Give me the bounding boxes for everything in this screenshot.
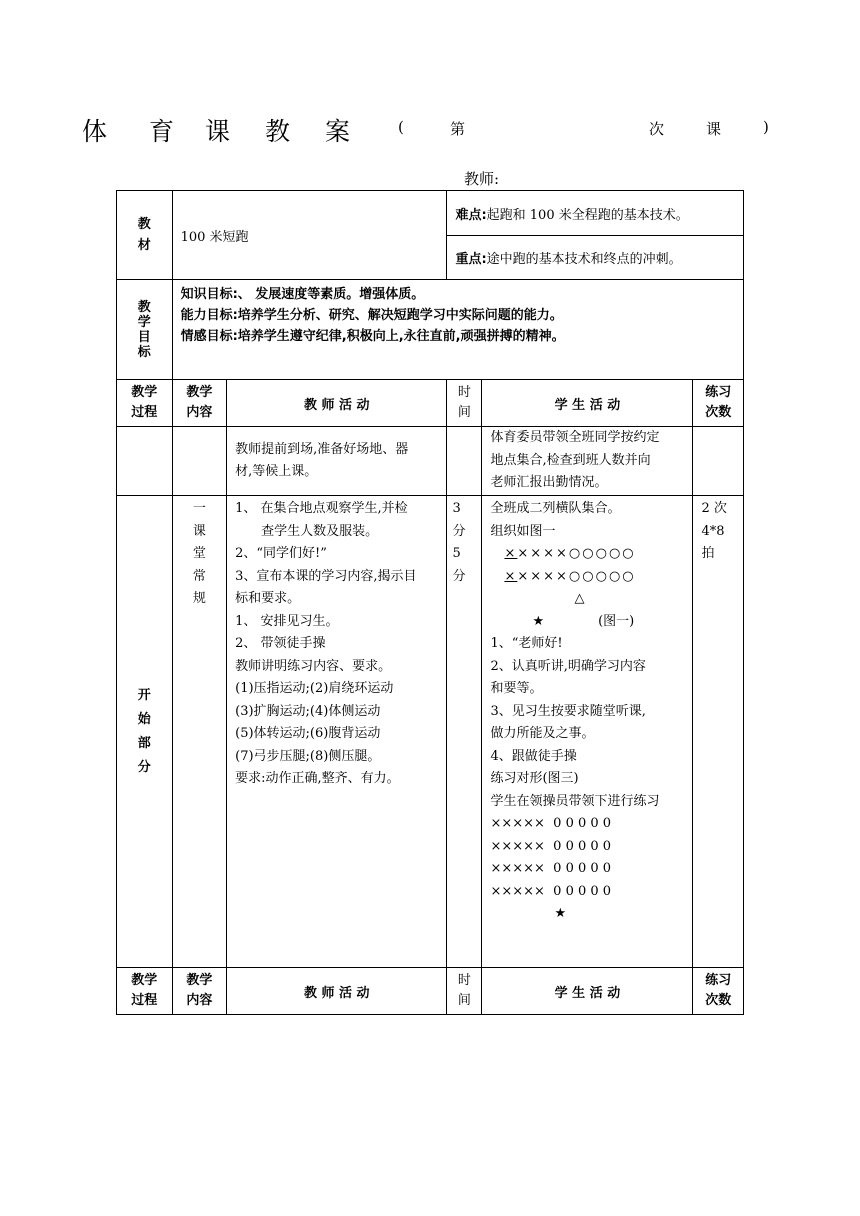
prep-student: 体育委员带领全班同学按约定 地点集合,检查到班人数并向 老师汇报出勤情况。: [482, 427, 693, 496]
start-content-label: 一 课 堂 常 规: [172, 496, 227, 968]
lesson-plan-table: [116, 190, 744, 1015]
group-row: ××××× 0 0 0 0 0: [490, 838, 612, 854]
header-row: [117, 380, 744, 427]
difficulty-cell: [447, 191, 744, 236]
formation-row-1: ×××××○○○○○: [504, 546, 636, 561]
title-ci: 次: [649, 120, 665, 138]
title-paren-open: (: [398, 118, 404, 136]
key-point-label: 重点:: [455, 252, 487, 267]
title-paren-close: ): [763, 118, 769, 136]
prep-process: [117, 427, 173, 496]
objectives-label: 教 学 目 标: [117, 280, 173, 380]
prep-teacher: 教师提前到场,准备好场地、器 材,等候上课。: [227, 427, 447, 496]
header-time: 时 间: [447, 380, 482, 427]
material-row: [117, 191, 744, 236]
start-teacher-activity: 1、 在集合地点观察学生,并检 查学生人数及服装。 2、“同学们好!” 3、宣布本课的学习内容,揭示目 标和要求。 1、 安排见习生。 2、 带领徒手操 教师讲明练习内容、要求。 (1)压指运动;(2)肩绕环运动 (3)扩胸运动;(4)体侧运动 (5)体转运动;(6)腹背运动 (7)弓步压腿;(8)侧压腿。 要求:动作正确,整齐、有力。: [227, 496, 447, 968]
material-label: 教 材: [117, 191, 173, 280]
header-count: 练习 次数: [693, 968, 744, 1015]
teacher-label: 教师:: [464, 170, 500, 188]
header-process: 教学 过程: [117, 380, 173, 427]
start-count: 2 次 4*8 拍: [693, 496, 744, 968]
objective-knowledge: 知识目标:、 发展速度等素质。增强体质。: [180, 287, 425, 302]
group-row: ××××× 0 0 0 0 0: [490, 816, 612, 831]
header-teacher-activity: 教 师 活 动: [227, 380, 447, 427]
group-row: ××××× 0 0 0 0 0: [490, 883, 612, 899]
star-icon: ★: [554, 906, 567, 921]
prep-row: [117, 427, 744, 496]
header-content: 教学 内容: [172, 968, 227, 1015]
start-section-row: [117, 496, 744, 968]
title-char: 案: [325, 117, 351, 146]
objectives-content: [172, 280, 743, 380]
objective-emotion: 情感目标:培养学生遵守纪律,积极向上,永往直前,顽强拼搏的精神。: [180, 329, 565, 344]
title-row: [0, 112, 860, 146]
key-point-text: 途中跑的基本技术和终点的冲刺。: [486, 252, 682, 267]
difficulty-text: 起跑和 100 米全程跑的基本技术。: [486, 207, 689, 223]
figure-1-caption: ★ (图一): [532, 613, 635, 629]
start-time: 3 分 5 分: [447, 496, 482, 968]
header-teacher-activity: 教 师 活 动: [227, 968, 447, 1015]
formation-row-2: ×××××○○○○○: [504, 568, 636, 584]
prep-time: [447, 427, 482, 496]
header-process: 教学 过程: [117, 968, 173, 1015]
header-row-repeat: [117, 968, 744, 1015]
objectives-row: [117, 280, 744, 380]
prep-count: [693, 427, 744, 496]
header-student-activity: 学 生 活 动: [482, 380, 693, 427]
header-student-activity: 学 生 活 动: [482, 968, 693, 1015]
title-ke: 课: [706, 120, 722, 138]
start-section-label: 开 始 部 分: [117, 496, 173, 968]
material-value: 100 米短跑: [172, 191, 447, 280]
title-char: 课: [205, 117, 231, 146]
title-char: 教: [265, 117, 291, 146]
prep-content: [172, 427, 227, 496]
star-icon: ★: [532, 613, 545, 629]
triangle-marker: △: [574, 591, 585, 606]
header-content: 教学 内容: [172, 380, 227, 427]
header-count: 练习 次数: [693, 380, 744, 427]
header-time: 时 间: [447, 968, 482, 1015]
title-di: 第: [450, 120, 466, 138]
objective-ability: 能力目标:培养学生分析、研究、解决短跑学习中实际问题的能力。: [180, 308, 563, 323]
title-char: 体: [82, 117, 108, 146]
start-student-activity: 全班成二列横队集合。 组织如图一 ×××××○○○○○ ×××××○○○○○ △ ★ (图一) 1、“老师好! 2、认真听讲,明确学习内容 和要等。 3、见习生按要求随堂听课, 做力所能及之事。 4、跟做徒手操 练习对形(图三) 学生在领操员带领下进行练习 ××××× 0 0 0 0 0 ××××× 0 0 0 0 0 ××××× 0 0 0 0 0 ××××× 0 0 0 0 0 ★: [482, 496, 693, 968]
title-char: 育: [149, 117, 175, 146]
difficulty-label: 难点:: [455, 207, 487, 223]
group-row: ××××× 0 0 0 0 0: [490, 861, 612, 876]
key-point-cell: [447, 236, 744, 280]
